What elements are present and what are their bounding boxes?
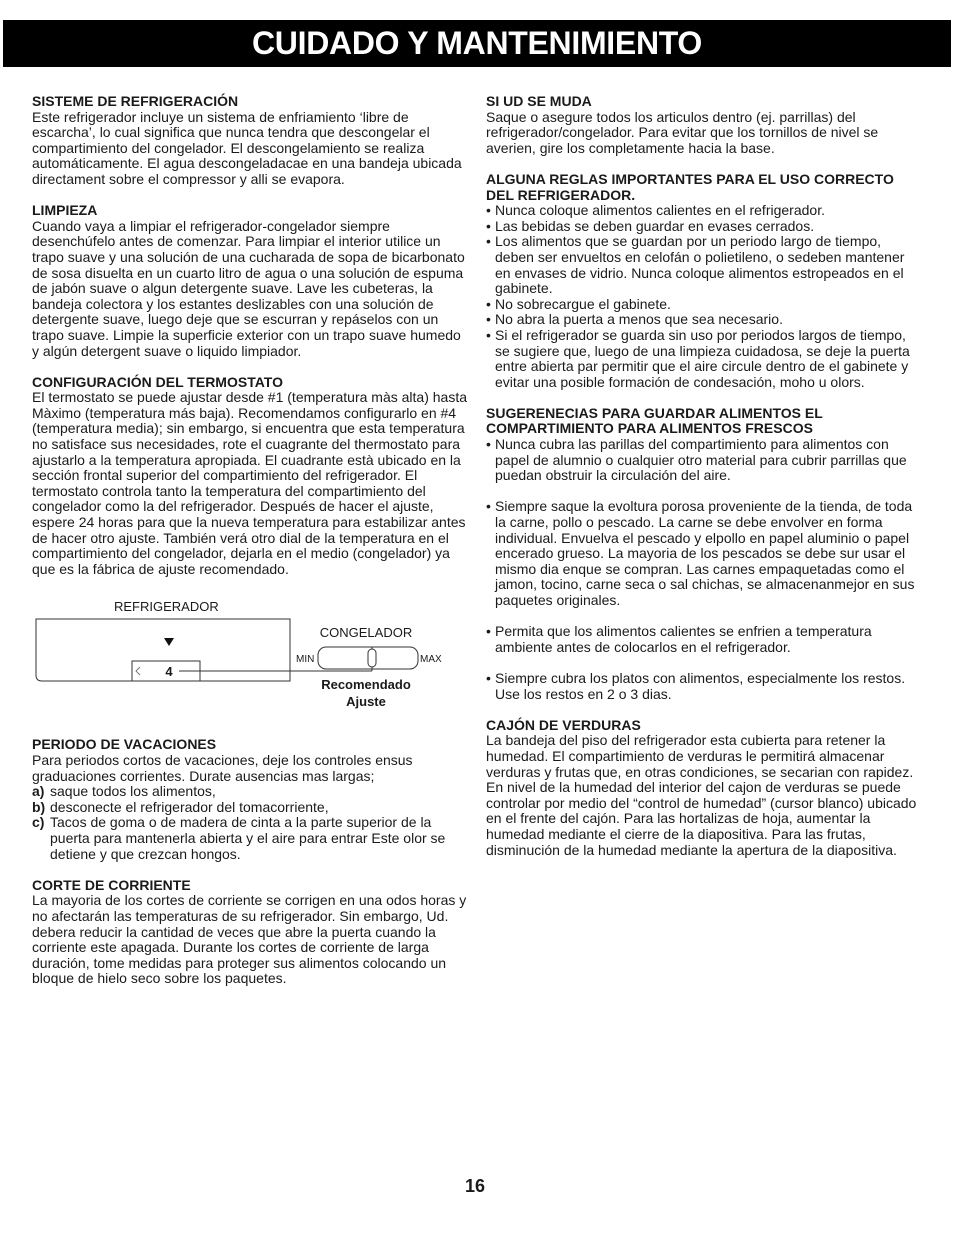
section-body: Cuando vaya a limpiar el refrigerador-congelador siempre desenchúfelo antes de comenzar. Para limpiar el interior utilice un trapo suave y una solución de una cucharada de sopa de bicarbonato de sosa disuelta en un cuarto litro de agua o una solución de espuma de jabón suave o algun detergente suave. Lave les cubeteras, la bandeja colectora y los estantes deslizables con una solución de detergente suave, luego deje que se escurran y repáselos con un trapo suave. Limpie la superficie exterior con un trapo suave humedo y algún detergent suave o liquido limpiador. xyxy=(32,217,465,359)
list-item: • Las bebidas se deben guardar en evases cerrados. xyxy=(486,219,922,235)
section-heading: LIMPIEZA xyxy=(32,202,98,219)
list-item: • Si el refrigerador se guarda sin uso por periodos largos de tiempo, se sugiere que, luego de una limpieza cuidadosa, se deje la puerta entre abierta par permitir que el aire circule dentro de el gabinete y evitar una posible formación de condesación, moho u olors. xyxy=(486,328,922,390)
section-corriente xyxy=(32,878,470,987)
step-text: saque todos los alimentos, xyxy=(50,783,216,800)
step-text: desconecte el refrigerador del tomacorriente, xyxy=(50,798,329,815)
left-column xyxy=(32,94,470,1003)
section-verduras xyxy=(486,718,922,858)
thermostat-diagram xyxy=(32,601,470,721)
section-body: La bandeja del piso del refrigerador esta cubierta para retener la humedad. El compartimiento de verduras le permitirá almacenar verduras y frutas que, en otras condiciones, se secarian con rapidez. En nivel de la humedad del interior del cajon de verduras se puede controlar por medio del “control de humedad” (cursor blanco) ubicado en el frente del cajón. Para las hortalizas de hoja, aumentar la humedad mediante el cierre de la diapositiva. Para las frutas, disminución de la humedad mediante la apertura de la diapositiva. xyxy=(486,732,917,858)
dial-edge-mark xyxy=(136,667,140,675)
list-item: • Nunca cubra las parillas del compartimiento para alimentos con papel de alumnio o cualquier otro material para cubrir parrillas que puedan obstruir la circulación del aire. xyxy=(486,437,922,484)
step-letter: a) xyxy=(32,783,45,800)
pointer-triangle-icon xyxy=(164,638,174,646)
section-body: El termostato se puede ajustar desde #1 (temperatura màs alta) hasta Màximo (temperatura más baja). Recomendamos configurarlo en #4 (temperatura media); sin embargo, si encuentra que esta temperatura no satisface sus necesidades, rote el cuagrante del thermostato para ajustarlo a la temperatura apropiada. El cuadrante està ubicado en la sección frontal superior del compartimiento del refrigerador. El termostato controla tanto la temperatura del compartimiento del congelador como la del refrigerador. Después de hacer el ajuste, espere 24 horas para que la nueva temperatura para estabilizar antes de hacer otro ajuste. También verá otro dial de la temperatura en el compartimiento del congelador, dejarla en el medio (congelador) ya que es la fábrica de ajuste recomendado. xyxy=(32,389,468,577)
section-heading: ALGUNA REGLAS IMPORTANTES PARA EL USO CORRECTO DEL REFRIGERADOR. xyxy=(486,170,894,203)
refrigerador-label: REFRIGERADOR xyxy=(114,601,219,615)
congelador-label: CONGELADOR xyxy=(319,625,413,641)
recommended-label: Recomendado xyxy=(321,677,411,693)
section-heading: SISTEME DE REFRIGERACIÓN xyxy=(32,93,239,109)
section-muda xyxy=(486,94,922,156)
section-heading: CORTE DE CORRIENTE xyxy=(32,876,191,893)
dial-setting: 4 xyxy=(165,664,173,680)
list-item: • No sobrecargue el gabinete. xyxy=(486,297,922,313)
right-column xyxy=(486,94,922,874)
min-label: MIN xyxy=(296,654,315,666)
section-heading: CAJÓN DE VERDURAS xyxy=(486,716,641,733)
section-termostato xyxy=(32,375,470,578)
section-body: Este refrigerador incluye un sistema de enfriamiento ‘libre de escarcha’, lo cual significa que nunca tendra que descongelar el compartimiento del congelador. El descongelamiento se realiza automáticamente. El agua descongeladacae en una bandeja ubicada directament sobre el compressor y alli se evapora. xyxy=(32,108,462,187)
step-letter: c) xyxy=(32,814,45,831)
step-text: Tacos de goma o de madera de cinta a la parte superior de la puerta para mantenerla abierta y el aire para entrar Este olor se detiene y que crezcan hongos. xyxy=(50,814,446,862)
recommended-label-2: Ajuste xyxy=(346,694,386,710)
list-item xyxy=(32,784,470,800)
list-item: • Permita que los alimentos calientes se enfrien a temperatura ambiente antes de colocarlos en el refrigerador. xyxy=(486,624,922,655)
page-title: CUIDADO Y MANTENIMIENTO xyxy=(251,25,703,61)
steps-list xyxy=(32,784,470,862)
list-item: • No abra la puerta a menos que sea necesario. xyxy=(486,312,922,328)
title-banner xyxy=(3,20,951,67)
section-reglas xyxy=(486,172,922,390)
section-heading: PERIODO DE VACACIONES xyxy=(32,736,217,753)
section-heading: SI UD SE MUDA xyxy=(486,93,592,109)
section-body: Para periodos cortos de vacaciones, deje los controles ensus graduaciones corrientes. Durate ausencias mas largas; xyxy=(32,752,413,784)
section-heading: SUGERENECIAS PARA GUARDAR ALIMENTOS EL COMPARTIMIENTO PARA ALIMENTOS FRESCOS xyxy=(486,404,823,437)
list-item: • Nunca coloque alimentos calientes en el refrigerador. xyxy=(486,203,922,219)
list-item: • Los alimentos que se guardan por un periodo largo de tiempo, deben ser envueltos en celofán o polietileno, o sedeben mantener en envases de vidrio. Nunca coloque alimentos estropeados en el gabinete. xyxy=(486,234,922,296)
list-item xyxy=(32,800,470,816)
refrigerator-dial-panel xyxy=(36,619,290,681)
page-number: 16 xyxy=(465,1176,486,1196)
list-item xyxy=(32,815,470,862)
thermostat-diagram-svg xyxy=(32,601,470,721)
section-body: Saque o asegure todos los articulos dentro (ej. parrillas) del refrigerador/congelador. Para evitar que los tornillos de nivel se averien, gire los completamente hacia la base. xyxy=(486,108,879,156)
step-letter: b) xyxy=(32,798,46,815)
freezer-slider-knob xyxy=(368,649,376,667)
list-item: • Siempre saque la evoltura porosa proveniente de la tienda, de toda la carne, pollo o pescado. La carne se debe envolver en forma individual. Envuelva el pescado y elpollo en papel aluminio o papel encerado grueso. La mayoria de los pescados se debe sur usar el mismo dia enque se compran. Las carnes empaquetadas como el jamon, tocino, carne seca o sal chichas, se almacenanmejor en sus paquetes originales. xyxy=(486,499,922,608)
list-item: • Siempre cubra los platos con alimentos, especialmente los restos. Use los restos en 2 o 3 dias. xyxy=(486,671,922,702)
max-label: MAX xyxy=(420,654,442,666)
suggestions-list xyxy=(486,437,922,702)
section-refrigeracion xyxy=(32,94,470,188)
section-vacaciones xyxy=(32,737,470,862)
section-heading: CONFIGURACIÓN DEL TERMOSTATO xyxy=(32,373,283,390)
rules-list xyxy=(486,203,922,390)
section-sugerencias xyxy=(486,406,922,702)
section-limpieza xyxy=(32,203,470,359)
section-body: La mayoria de los cortes de corriente se corrigen en una odos horas y no afectarán las temperaturas de su refrigerador. Sin embargo, Ud. debera reducir la cantidad de veces que abre la puerta cuando la corriente este apagada. Durante los cortes de corriente de larga duración, tome medidas para proteger sus alimentos colocando un bloque de hielo seco sobre los paquetes. xyxy=(32,892,467,987)
